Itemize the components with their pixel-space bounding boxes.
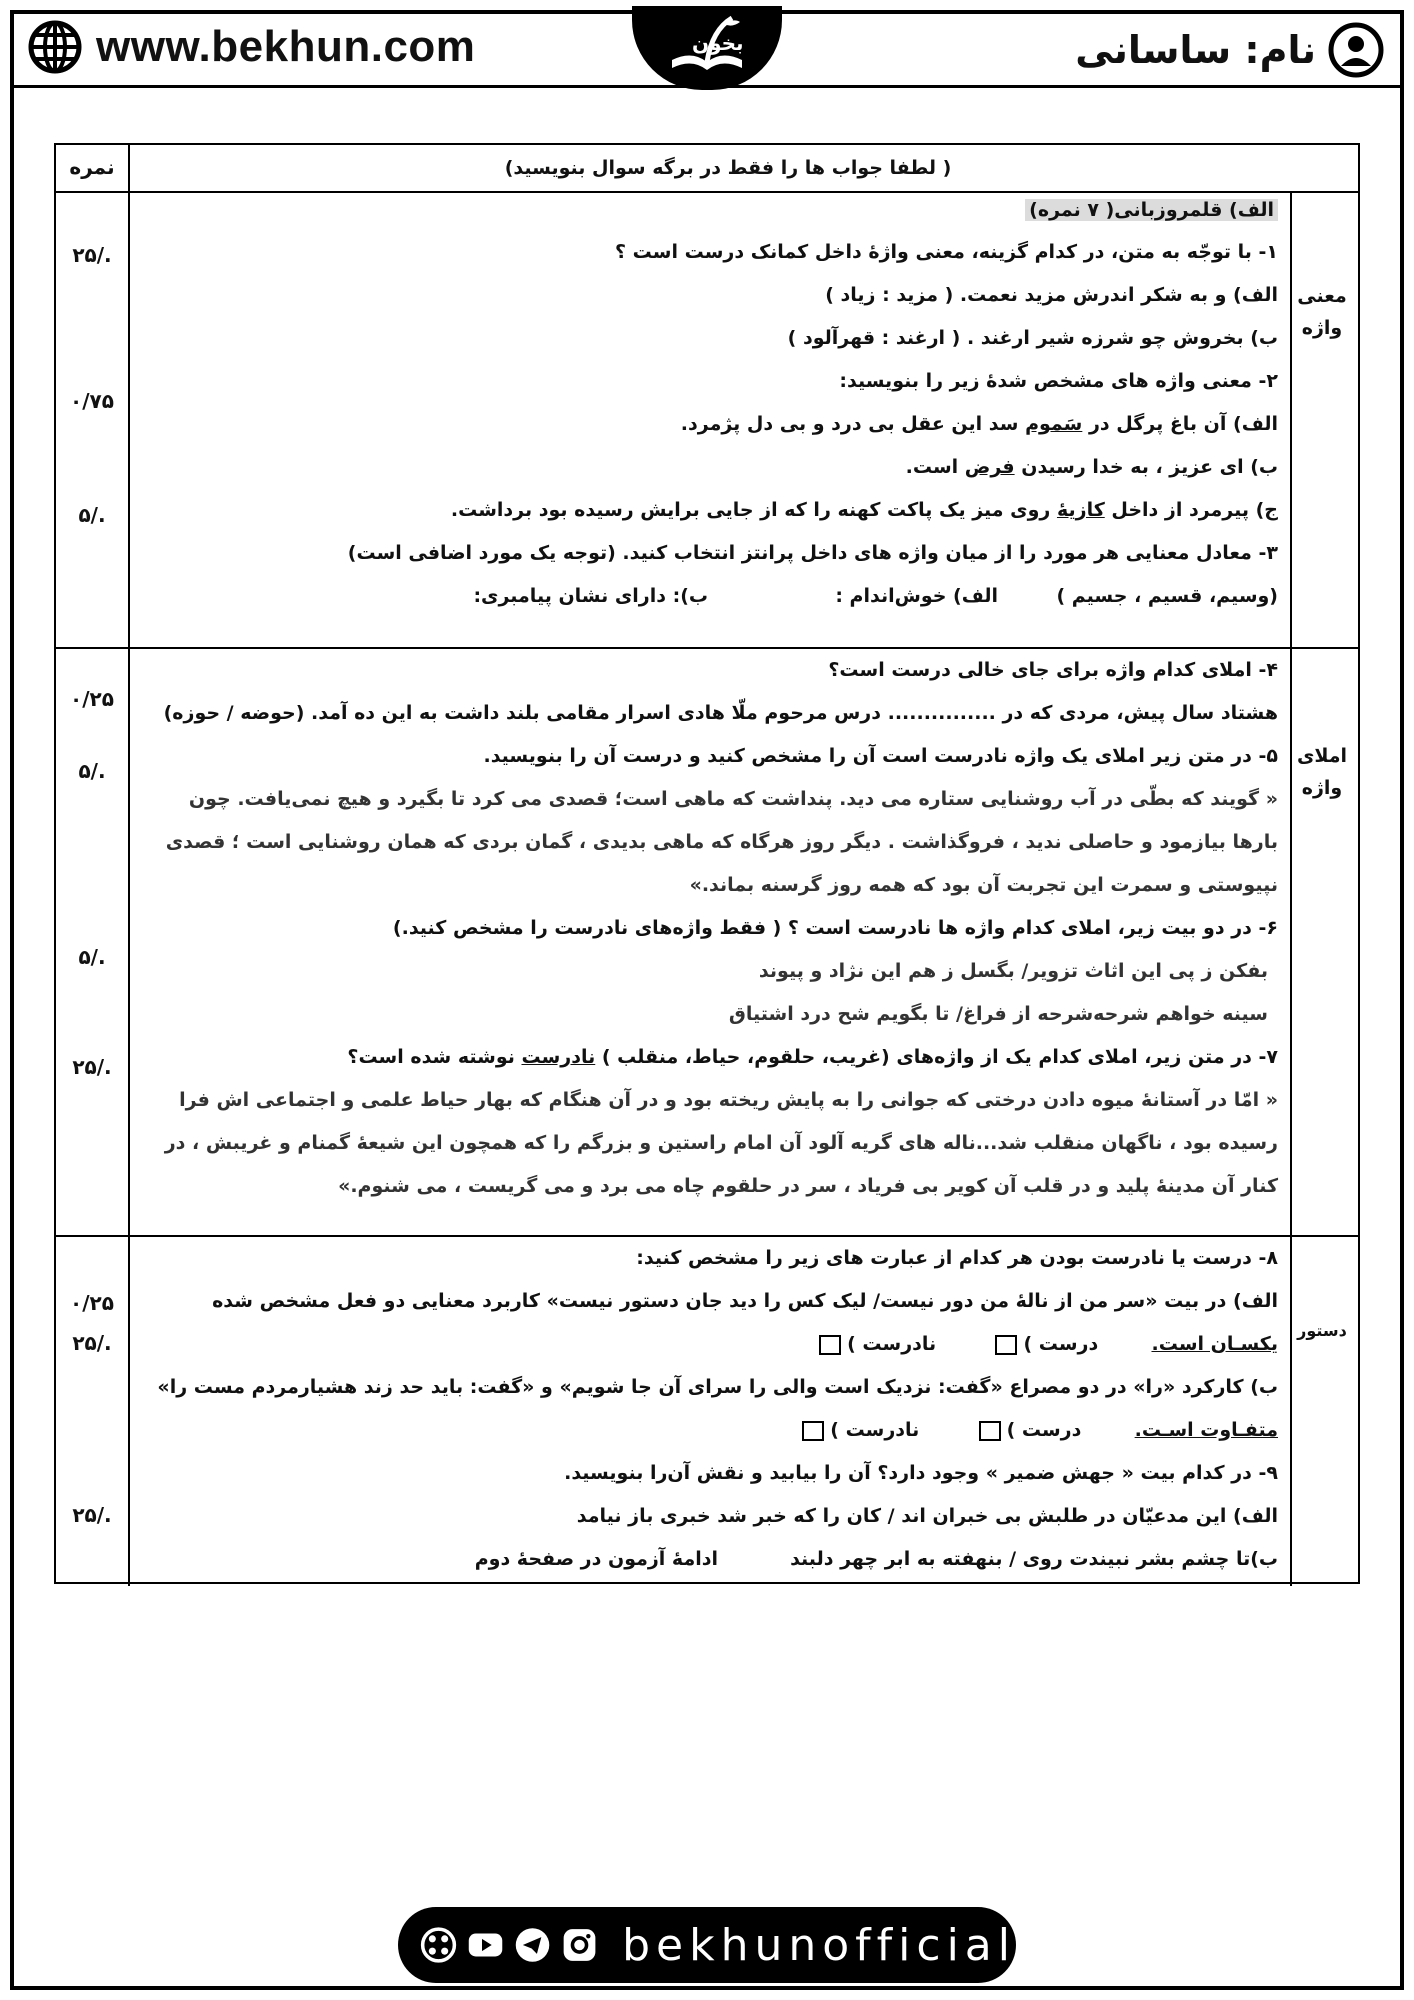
q4-text: هشتاد سال پیش، مردی که در ............... درس مرحوم ملّا هادی اسرار مقامی بلند داشت به این ده آمد. (حوضه / حوزه) — [163, 702, 1278, 724]
q8b-true-checkbox[interactable] — [979, 1421, 1001, 1441]
category-spelling: املای واژه — [1296, 745, 1348, 799]
q1-option-b: ب) بخروش چو شرزه شیر ارغند . ( ارغند : قهرآلود ) — [787, 327, 1278, 349]
q1-option-a: الف) و به شکر اندرش مزید نعمت. ( مزید : زیاد ) — [825, 284, 1278, 306]
score-q2: ۰/۷۵ — [70, 389, 114, 413]
site-url[interactable]: www.bekhun.com — [96, 22, 476, 71]
q3: ۳- معادل معنایی هر مورد را از میان واژه های داخل پرانتز انتخاب کنید. (توجه یک مورد اضافی است) — [347, 542, 1278, 564]
q6-line2: سینه خواهم شرحه‌شرحه از فراغ/ تا بگویم شح درد اشتیاق — [728, 1003, 1268, 1025]
q9-b: ب)تا چشم بشر نبیندت روی / بنهفته به ابر چهر دلبند — [790, 1548, 1278, 1570]
score-column-divider — [128, 145, 130, 1586]
score-q8a: ۰/۲۵ — [70, 1291, 114, 1315]
q8-b: ب) کارکرد «را» در دو مصراع «گفت: نزدیک است والی را سرای آن جا شویم» و «گفت: باید حد زند هشیارمردم مست را» — [157, 1376, 1278, 1398]
user-avatar-icon — [1328, 22, 1384, 78]
q3-a: الف) خوش‌اندام : — [835, 585, 998, 607]
student-name — [1075, 22, 1384, 78]
aparat-icon[interactable] — [420, 1924, 457, 1966]
score-q8b: ۲۵/. — [72, 1331, 112, 1355]
section-divider-1 — [56, 647, 1358, 649]
q3-options: (وسیم، قسیم ، جسیم ) — [1056, 585, 1278, 607]
score-header: نمره — [69, 155, 115, 179]
q7-line3: کنار آن مدینۀ پلید و در قلب آن کویر بی فریاد ، سر در حلقوم چاه می برد و می گریست ، می شنوم.» — [338, 1175, 1278, 1197]
social-handle[interactable]: bekhunofficial — [622, 1919, 1016, 1971]
q7: ۷- در متن زیر، املای کدام یک از واژه‌های (غریب، حلقوم، حیاط، منقلب ) نادرست نوشته شده است؟ — [347, 1046, 1278, 1068]
q7-line2: رسیده بود ، ناگهان منقلب شد...ناله های گریه آلود آن امام راستین و بزرگم را که همچون این شیعۀ گمنام و غریبش ، در — [164, 1132, 1278, 1154]
q2-b: ب) ای عزیز ، به خدا رسیدن فرض است. — [905, 456, 1278, 478]
score-q1: ۲۵/. — [72, 243, 112, 267]
q6: ۶- در دو بیت زیر، املای کدام واژه ها نادرست است ؟ ( فقط واژه‌های نادرست را مشخص کنید.) — [392, 917, 1278, 939]
score-q5: ۵/. — [78, 759, 106, 783]
q5: ۵- در متن زیر املای یک واژه نادرست است آن را مشخص کنید و درست آن را بنویسید. — [483, 745, 1278, 767]
exam-sheet — [54, 143, 1360, 1584]
header-bar — [10, 10, 1404, 88]
q9: ۹- در کدام بیت « جهش ضمیر » وجود دارد؟ آن را بیابید و نقش آن‌را بنویسید. — [564, 1462, 1278, 1484]
q2-c: ج) پیرمرد از داخل کازیۀ روی میز یک پاکت کهنه را که از جایی برایش رسیده بود برداشت. — [450, 499, 1278, 521]
q2: ۲- معنی واژه های مشخص شدۀ زیر را بنویسید: — [839, 370, 1278, 392]
q8-a: الف) در بیت «سر من از نالۀ من دور نیست/ لیک کس را دید جان دستور نیست» کاربرد معنایی دو فعل مشخص شده — [212, 1290, 1278, 1312]
category-grammar: دستور — [1297, 1321, 1347, 1340]
q8-a-line2: یکسـان است. درست ) نادرست ) — [813, 1331, 1278, 1357]
q8b-false-checkbox[interactable] — [802, 1421, 824, 1441]
svg-text:بخون: بخون — [692, 31, 744, 55]
q5-line1: « گویند که بطّی در آب روشنایی ستاره می دید. پنداشت که ماهی است؛ قصدی می کرد تا بگیرد و هیچ نمی‌یافت. چون — [188, 788, 1278, 810]
globe-icon — [28, 20, 82, 74]
score-q4: ۰/۲۵ — [70, 687, 114, 711]
section1-title: الف) قلمروزبانی( ۷ نمره) — [1025, 197, 1278, 223]
youtube-icon[interactable] — [467, 1924, 504, 1966]
q9-a: الف) این مدعیّان در طلبش بی خبران اند / کان را که خبر شد خبری باز نیامد — [576, 1505, 1278, 1527]
section-divider-2 — [56, 1235, 1358, 1237]
q8: ۸- درست یا نادرست بودن هر کدام از عبارت های زیر را مشخص کنید: — [636, 1247, 1278, 1269]
score-q9: ۲۵/. — [72, 1503, 112, 1527]
name-label: نام: ساسانی — [1075, 28, 1316, 72]
continue-note: ادامهٔ آزمون در صفحهٔ دوم — [474, 1548, 718, 1570]
q8a-false-checkbox[interactable] — [819, 1335, 841, 1355]
q4: ۴- املای کدام واژه برای جای خالی درست است؟ — [828, 659, 1278, 681]
telegram-icon[interactable] — [514, 1924, 551, 1966]
q1: ۱- با توجّه به متن، در کدام گزینه، معنی واژۀ داخل کمانک درست است ؟ — [615, 241, 1278, 263]
q3-b: ب): دارای نشان پیامبری: — [473, 585, 708, 607]
score-q7: ۲۵/. — [72, 1055, 112, 1079]
q7-line1: « امّا در آستانۀ میوه دادن درختی که جوانی را به پایش ریخته بود و در آن هنگام که بهار حیاط علمی و اجتماعی اش فرا — [179, 1089, 1278, 1111]
top-instruction: ( لطفا جواب ها را فقط در برگه سوال بنویسید) — [504, 157, 952, 179]
q5-line3: نپیوستی و سمرت این تجربت آن بود که همه روز گرسنه بماند.» — [689, 874, 1278, 896]
site-link[interactable] — [28, 20, 475, 74]
header-row-divider — [56, 191, 1358, 193]
q8-b-line2: متفـاوت اسـت. درست ) نادرست ) — [796, 1417, 1278, 1443]
q2-a: الف) آن باغ پرگل در سَموم سد این عقل بی درد و بی دل پژمرد. — [680, 413, 1278, 435]
category-vocab: معنی واژه — [1297, 285, 1347, 339]
brand-logo — [632, 6, 782, 90]
q6-line1: بفکن ز پی این اثاث تزویر/ بگسل ز هم این نژاد و پیوند — [758, 960, 1268, 982]
score-q6: ۵/. — [78, 945, 106, 969]
q5-line2: بارها بیازمود و حاصلی ندید ، فروگذاشت . دیگر روز هرگاه که ماهی بدیدی ، گمان بردی که همان روشنایی است ؛ قصدی — [165, 831, 1278, 853]
q8a-true-checkbox[interactable] — [995, 1335, 1017, 1355]
instagram-icon[interactable] — [561, 1924, 598, 1966]
category-column-divider — [1290, 191, 1292, 1586]
social-footer — [398, 1907, 1016, 1983]
score-q3: ۵/. — [78, 503, 106, 527]
book-logo-icon — [662, 10, 752, 82]
